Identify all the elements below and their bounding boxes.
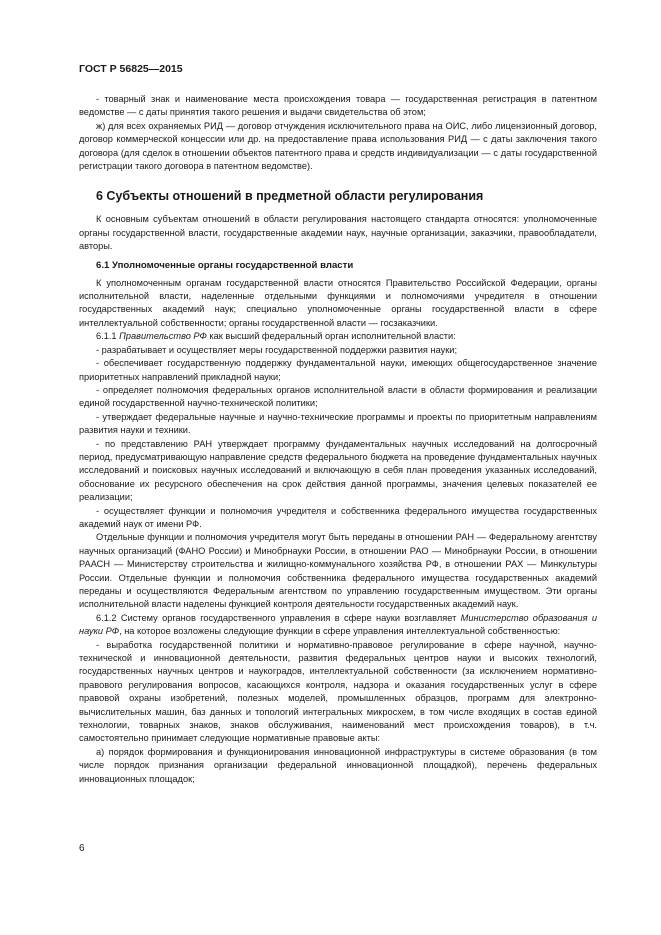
list-item: - разрабатывает и осуществляет меры государственной поддержки развития науки;: [96, 344, 458, 355]
paragraph: К основным субъектам отношений в области регулирования настоящего стандарта относятся: уполномоченные органы государственной власти, государственные академии наук, научные организации, заказчики, правообладатели, авторы.: [79, 214, 597, 252]
paragraph: К уполномоченным органам государственной власти относятся Правительство Российской Федерации, органы исполнительной власти, наделенные отдельными функциями и полномочиями учредителя в отношении государственных академий наук; специально уполномоченные органы государственной власти в сфере интеллектуальной собственности; органы государственной власти — госзаказчики.: [79, 277, 597, 328]
list-item: - обеспечивает государственную поддержку фундаментальной науки, имеющих общегосударственное значение приоритетных направлений прикладной науки;: [79, 358, 597, 382]
page-number: 6: [79, 843, 85, 854]
text-span: , на которое возложены следующие функции в сфере управления интеллектуальной собственностью:: [119, 626, 561, 637]
list-item: - по представлению РАН утверждает программу фундаментальных научных исследований на долгосрочный период, предусматривающую направление средств федерального бюджета на проведение фундаментальных научных исследований и поисковых научных исследований и включающую в себя план проведения указанных исследований, обоснование их ресурсного обеспечения на срок действия данной программы, значения целевых показателей ее реализации;: [79, 438, 597, 503]
list-item: - определяет полномочия федеральных органов исполнительной власти в области формирования и реализации единой государственной научно-технической политики;: [79, 384, 597, 409]
italic-term: Министерство образования и науки РФ: [79, 612, 597, 637]
paragraph: [79, 612, 597, 639]
document-header: ГОСТ Р 56825—2015: [79, 63, 183, 75]
document-body: [79, 93, 597, 786]
text-span: как высший федеральный орган исполнительной власти:: [206, 331, 456, 342]
paragraph: - выработка государственной политики и нормативно-правовое регулирование в сфере научной, научно-технической и инновационной деятельности, развития федеральных центров науки и высоких технологий, государственных научных центров и наукоградов, интеллектуальной собственности (за исключением нормативно-правового регулирования вопросов, касающихся контроля, надзора и оказания государственных услуг в сфере правовой охраны изобретений, полезных моделей, промышленных образцов, программ для электронно-вычислительных машин, баз данных и топологий интегральных микросхем, в том числе входящих в состав единой технологии, товарных знаков, знаков обслуживания, наименований мест происхождения товаров), в т.ч. самостоятельно принимает следующие нормативные правовые акты:: [79, 639, 597, 744]
section-heading: 6 Субъекты отношений в предметной области регулирования: [96, 189, 484, 204]
subsection-heading: 6.1 Уполномоченные органы государственной власти: [96, 259, 354, 271]
paragraph: а) порядок формирования и функционирования инновационной инфраструктуры в системе образования (в том числе порядок признания организации федеральной инновационной площадкой), перечень федеральных инновационных площадок;: [79, 746, 597, 784]
paragraph: [79, 330, 597, 343]
text-span: 6.1.1: [96, 331, 120, 342]
list-item: - утверждает федеральные научные и научно-технические программы и проекты по приоритетным направлениям развития науки и техники.: [79, 411, 597, 436]
paragraph: Отдельные функции и полномочия учредителя могут быть переданы в отношении РАН — Федеральному агентству научных организаций (ФАНО России) и Минобрнауки России, в отношении РАО — Минобрнауки России, в отношении РААСН — Министерству строительства и жилищно-коммунального хозяйства РФ, в отношении РАХ — Минкультуры России. Отдельные функции и полномочия собственника федерального имущества государственных академий переданы и осуществляются Федеральным агентством по управлению государственным имуществом. Эти органы исполнительной власти наделены функцией контроля деятельности государственных академий наук.: [79, 532, 597, 610]
italic-term: Правительство РФ: [119, 331, 207, 342]
text-span: 6.1.2 Систему органов государственного управления в сфере науки возглавляет: [96, 612, 461, 623]
list-item: - осуществляет функции и полномочия учредителя и собственника федерального имущества государственных академий наук от имени РФ.: [79, 505, 597, 529]
paragraph: - товарный знак и наименование места происхождения товара — государственная регистрация в патентном ведомстве — с даты принятия такого решения и выдачи свидетельства об этом;: [79, 94, 597, 118]
paragraph: ж) для всех охраняемых РИД — договор отчуждения исключительного права на ОИС, либо лицензионный договор, договор коммерческой концессии или др. на предоставление права использования РИД — с даты заключения такого договора (для сделок в отношении объектов патентного права и средств индивидуализации — с даты государственной регистрации такого договора в патентном ведомстве).: [79, 120, 597, 172]
